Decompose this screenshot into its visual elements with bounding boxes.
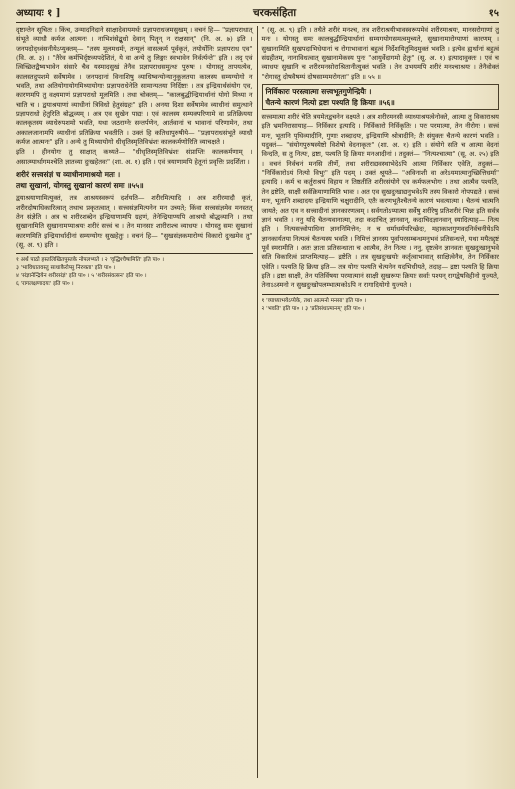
footnote-rule	[262, 294, 500, 295]
page-number: १५	[488, 8, 499, 19]
commentary-paragraph: दृष्टान्तेन सूचितः । किंच, उन्मादनिदाने साक्षादेवायमर्थः प्रज्ञापराधजमसुखम् । वचनं हि— "प्रज्ञापराधात् संभूते व्याधौ कर्मज आत्मनः । नाभिशंसेद्बुधो देवान् पितॄन् न राक्षसान्" (नि. अ. ७) इति । जनपदोद्ध्वंसनीयेऽप्युक्तम्— "तस्य मूलमधर्मः, तन्मूलं वासत्कर्म पूर्वकृतं, तयोर्योनिः प्रज्ञापराध एव" (वि. अ. ३) । "तैरेव कर्मभिर्दृष्टव्यपदेशितं, ये वा अन्ये तु लिङ्गाः स्वभावेन निर्वर्त्यन्ते" इति । तद् एवं त्विच्छितद्वैष्यभावेन संसारे चैव यस्मादसुखं तेनैव प्रज्ञापराधसमुत्थः पुरुषः । योगास्तु तापयत्येव, कालस्तदुपशमे सर्वेषामेव । जनपदानां विनाशिषु व्याधिष्वन्योन्यानुकूलतया कालस्य सम्यग्योगो न भवति, तथा अतियोगायोगमिथ्यायोगाः प्रज्ञापराधेनेति सामान्यतया निर्दिष्टाः । तत्र इन्द्रियार्थसंयोग एव, कारणमपि तु वक्ष्यमाणं प्रज्ञापराधो मूलमिति । तथा चोक्तम्— "कालबुद्धीन्द्रियार्थानां योगो मिथ्या न चाति च । द्वयाश्रयाणां व्याधीनां त्रिविधो हेतुसंग्रहः" इति । अनया दिशा सर्वेषामेव व्याधीनां समुत्थाने प्रज्ञापराधो हेतुरिति बोद्धव्यम् । अत्र एव सुखेन पाद्यः । एवं कालस्य सम्यक्परिणामे वा प्रतिक्रियया कालकृतस्य व्याधेरुपशमो भवति, यथा जठराग्नेः सन्तर्पणेन, आर्तवानां च भावानां परिणामेन, तथा अकालजानामपि व्याधीनां प्रतिक्रिया भवतीति । उक्तं हि कतिधापुरुषीये— "प्रज्ञापराधसंभूते व्याधौ कर्मज आत्मनः" इति । अन्ये तु मिथ्यायोगो धीधृतिस्मृतिविभ्रंशः कालकर्मणोरिति व्याचक्षते ।	[16, 26, 253, 147]
sutra-verse-boxed: निर्विकारः परस्त्वात्मा सत्त्वभूतगुणेन्द्रियैः । चैतन्ये कारणं नित्यो द्रष्टा पश्यति हि क्रियाः ॥५६॥	[262, 84, 500, 110]
left-column	[16, 26, 258, 778]
footnote: ४ 'संज्ञानेन्द्रियेन शरीरसंज्ञं' इति पा० । ५ 'शरीरसंवत्सन' इति पा० ।	[16, 273, 147, 280]
footnote: १ 'व्याध्याभयेऽप्येके, तथा आत्मनो मनसा' इति पा० ।	[261, 297, 367, 304]
chapter-label: अध्यायः १ ]	[16, 8, 61, 19]
text-columns	[16, 26, 499, 778]
commentary-paragraph: " (सू. अ. ९) इति । तथैते शरीरं मनश्च, तत्र शरीराश्रयीभावस्वरूपमेवं शरीरमाश्रयः, मानसरोगाणां तु मनः । योगस्तु समः कालबुद्धीन्द्रियार्थानां सम्यगयोगसमत्वमुच्यते, सुखानामारोग्याणां कारणम् । सुखानामिति सुखपदाभिधेयानां च रोगाभावानां बहुत्वं निर्देशयितुमिदमुक्तं भवति । इत्येव ह्यर्थानां बहुत्वं संग्रहीतम्, नानाविधत्वात् सुखानामेकस्य पुनः "आयुर्वेदागमो हेतुः" (सू. अ. १) इत्यादावुक्तः । एवं च व्याधयः सुखानि च शरीरमनसोराश्रितानीत्युक्तं भवति । तेन उभयमपि शरीरं मनश्चाश्रयः । तेनैवोक्तं "रोगास्तु दोषवैषम्यं दोषसाम्यमरोगता" इति ॥ ५५ ॥	[261, 26, 499, 81]
footnote: २ 'भवति' इति पा० । ३ 'प्रतिसंधात्मानम्' इति पा० ।	[261, 305, 365, 312]
right-column	[258, 26, 500, 778]
commentary-paragraph: द्वयाश्रयाणामित्युक्तं, तत्र आश्रयस्वरूपं दर्शयति— शरीरमित्यादि । अत्र शरीरमादौ कृतं, शरीरदोषाधिकारित्वात् तथाच प्रकृतत्वात् । सत्त्वसंज्ञमित्यनेन मन उच्यते; किंवा सत्त्वसंज्ञमेव मनस्तत् तेन संज्ञेति । अत्र च शरीरशब्देन इन्द्रियाणामपि ग्रहणं, तेनेन्द्रियाण्यपि आश्रयो बोद्धव्यानि । तथा सुखानामिति सुखानामप्याश्रयः शरीरं सत्त्वं च । तेन मानसाः शारीराश्च व्याधयः । योगस्तु समः सुखानां कारणमिति इन्द्रियार्थादीनां सम्यग्योगः सुखहेतुः । वचनं हि— "सुखसंज्ञकमारोग्यं विकारो दुःखमेव तु" (सू. अ. ९) इति ।	[16, 194, 253, 249]
sutra-verse: शरीरं सत्त्वसंज्ञं च व्याधीनामाश्रयो मतः । तथा सुखानां, योगस्तु सुखानां कारणं समः ॥५५॥	[16, 170, 144, 191]
commentary-paragraph: इति । हीनयोगः तु साक्षात् कथ्यते— "धीधृतिस्मृतिविभ्रंशः संप्राप्तिः कालकर्मणाम् । असात्म्यार्थागमश्चेति ज्ञातव्या दुःखहेतवः" (शा. अ. १) इति । एवं त्रयाणामपि हेतूनां प्रवृत्तिः प्रदर्शिता ।	[16, 148, 253, 166]
footnote: १ अर्थ पाठो हस्तलिखितपुस्तके नोपलभ्यते । २ 'वृद्धिश्चैषामिति' इति पा० ।	[16, 257, 164, 264]
footnote: ३ 'भाविधातवस्तु साधाकैरोप्सु निरुक्ता' इति पा० ।	[16, 265, 116, 272]
footnote: ६ 'रागलक्षणादयः' इति पा० ।	[16, 281, 74, 288]
page-header	[16, 5, 499, 21]
footnote-rule	[16, 253, 253, 254]
book-title: चरकसंहिता	[252, 7, 297, 19]
commentary-paragraph: सत्त्वमात्मा शरीरं चेति त्रयमेतद्वचनेन वक्ष्यते । अत्र शरीरमनसी व्याध्याश्रयत्वेनोक्ते, आत्मा तु विकाराश्रय इति भ्रमनिरासायाह— निर्विकार इत्यादि । निर्विकारो निर्विकृतिः । परः परमात्मा, तेन नीरोगः । सत्त्वं मनः, भूतानि पृथिव्यादीनि, गुणाः शब्दादयः, इन्द्रियाणि श्रोत्रादीनि; तैः संयुक्तः चैतन्ये कारणं भवति । यदुक्तं— "संयोगपुरुषस्येष्टो विशेषो वेदनाकृतः" (शा. अ. १) इति । संयोगे सति च आत्मा वेदनां विन्दति, स तु नित्यः, द्रष्टा, पश्यति हि क्रियाः मनआदीनां । तदुक्तं— "नित्यश्चात्मा" (सू. अ. २५) इति । वचनं निर्वचनं मनसि तीर्णे, तथा शरीराद्यवस्थाभेदेऽपि आत्मा निर्विकार एवेति, तदुक्तं— "निर्विकारोऽयं नित्यो विभुः" इति पदम् । उक्तं श्रूयते— "अविनाशी वा अरेऽयमात्मानुच्छित्तिधर्मा" इत्यादि । कर्म च कर्तुराश्रयं विहाय न तिष्ठतीति शरीरसंयोगे एव कर्मफलभोगः । तथा आत्मैव पश्यति, तेन द्रष्टेति, साक्षी सर्वक्रियाणामिति भावः । अत एव सुखदुःखाद्यनुभवेऽपि तस्य विकारो नोपपद्यते । सत्त्वं मनः, भूतानि शब्दादयः इन्द्रियाणि चक्षुरादीनि, एतैः करणभूतैश्चैतन्ये कारणं भवत्यात्मा । चैतन्यं चात्मनि जायते; अत एव न सत्त्वादीनां ज्ञानकारणत्वम् । सर्वगतोऽप्यात्मा सर्वेषु शरीरेषु प्रतिशरीरं भिन्नः इति सर्वत्र ज्ञानं भवति । ननु यदि चैतन्यवानात्मा, तदा कदाचित् ज्ञानवान्, कदाचिदज्ञानवान् स्यादित्याह— नित्य इति । नित्यसत्त्वोपाधिना ज्ञाननिमित्तेन; न च धर्माधर्मपरिच्छेदः, महाकाशगुणवदनिर्वचनीयेऽपि ज्ञानकार्यतया नित्यत्वं चैतन्यस्य भवति । निमित्तं ज्ञानस्य पूर्वापरसम्बन्धमनुभवं प्रतिसन्धत्ते, यथा मयैतद्दृष्टं पूर्वं स्मरामीति । अतः ज्ञाता प्रतिसन्धाता च आत्मैव, तेन नित्यः । ननु, दृष्टत्वेन ज्ञानवतः सुखदुःखानुभवे सति विकारित्वं प्राप्तमित्याह— द्रष्टेति । तत्र सुखदुःखयोः कर्तृत्वाभावात् साक्षित्वेनैव, तेन निर्विकार एवेति । पश्यति हि क्रिया इति— तत्र योगः पश्यति चेत्यनेन यदभिधीयते, तदाह— द्रष्टा पश्यति हि क्रिया इति । द्रष्टा साक्षी, तेन यतिर्विषया परमात्मानं साक्षी सुखरूपः क्रियाः सर्वाः पश्यन् रागद्वेषविहीनो युज्यते, तेनाऽऽस्मनो न सुखदुःखोपलम्भात्मकोऽपि न रागादियोगो युज्यते ।	[261, 113, 499, 290]
header-rule	[16, 22, 499, 23]
